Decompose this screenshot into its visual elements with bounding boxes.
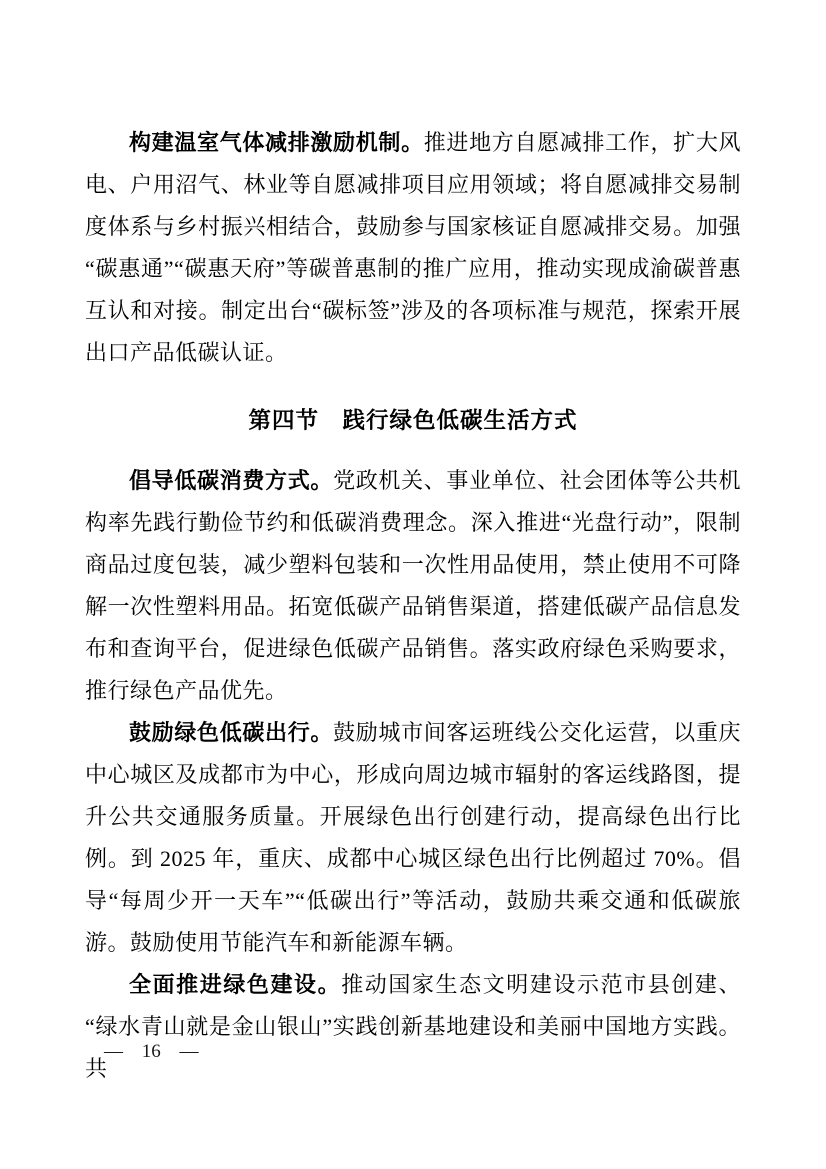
paragraph-green-construction — [85, 964, 741, 1090]
paragraph-lead-bold: 全面推进绿色建设。 — [129, 972, 342, 997]
paragraph-text: 推进地方自愿减排工作，扩大风电、户用沼气、林业等自愿减排项目应用领域；将自愿减排交易制度体系与乡村振兴相结合，鼓励参与国家核证自愿减排交易。加强“碳惠通”“碳惠天府”等碳普惠制的推广应用，推动实现成渝碳普惠互认和对接。制定出台“碳标签”涉及的各项标准与规范，探索开展出口产品低碳认证。 — [85, 130, 741, 365]
paragraph-lead-bold: 鼓励绿色低碳出行。 — [129, 720, 334, 745]
section-heading: 第四节 践行绿色低碳生活方式 — [248, 408, 578, 433]
paragraph-lead-bold: 倡导低碳消费方式。 — [129, 468, 334, 493]
paragraph-low-carbon-consumption — [85, 460, 741, 712]
paragraph-text: 党政机关、事业单位、社会团体等公共机构率先践行勤俭节约和低碳消费理念。深入推进“光盘行动”，限制商品过度包装，减少塑料包装和一次性用品使用，禁止使用不可降解一次性塑料用品。拓宽低碳产品销售渠道，搭建低碳产品信息发布和查询平台，促进绿色低碳产品销售。落实政府绿色采购要求，推行绿色产品优先。 — [85, 468, 741, 703]
paragraph-lead-bold: 构建温室气体减排激励机制。 — [129, 130, 424, 155]
paragraph-green-travel — [85, 712, 741, 964]
paragraph-text: 推动国家生态文明建设示范市县创建、“绿水青山就是金山银山”实践创新基地建设和美丽中国地方实践。共 — [85, 972, 741, 1081]
paragraph-text: 鼓励城市间客运班线公交化运营，以重庆中心城区及成都市为中心，形成向周边城市辐射的客运线路图，提升公共交通服务质量。开展绿色出行创建行动，提高绿色出行比例。到 2025 年，重庆、成都中心城区绿色出行比例超过 70%。倡导“每周少开一天车”“低碳出行”等活动，鼓励共乘交通和低碳旅游。鼓励使用节能汽车和新能源车辆。 — [85, 720, 741, 955]
paragraph-incentive-mechanism — [85, 122, 741, 374]
document-body — [85, 122, 741, 1090]
page-number: — 16 — — [104, 1041, 199, 1062]
